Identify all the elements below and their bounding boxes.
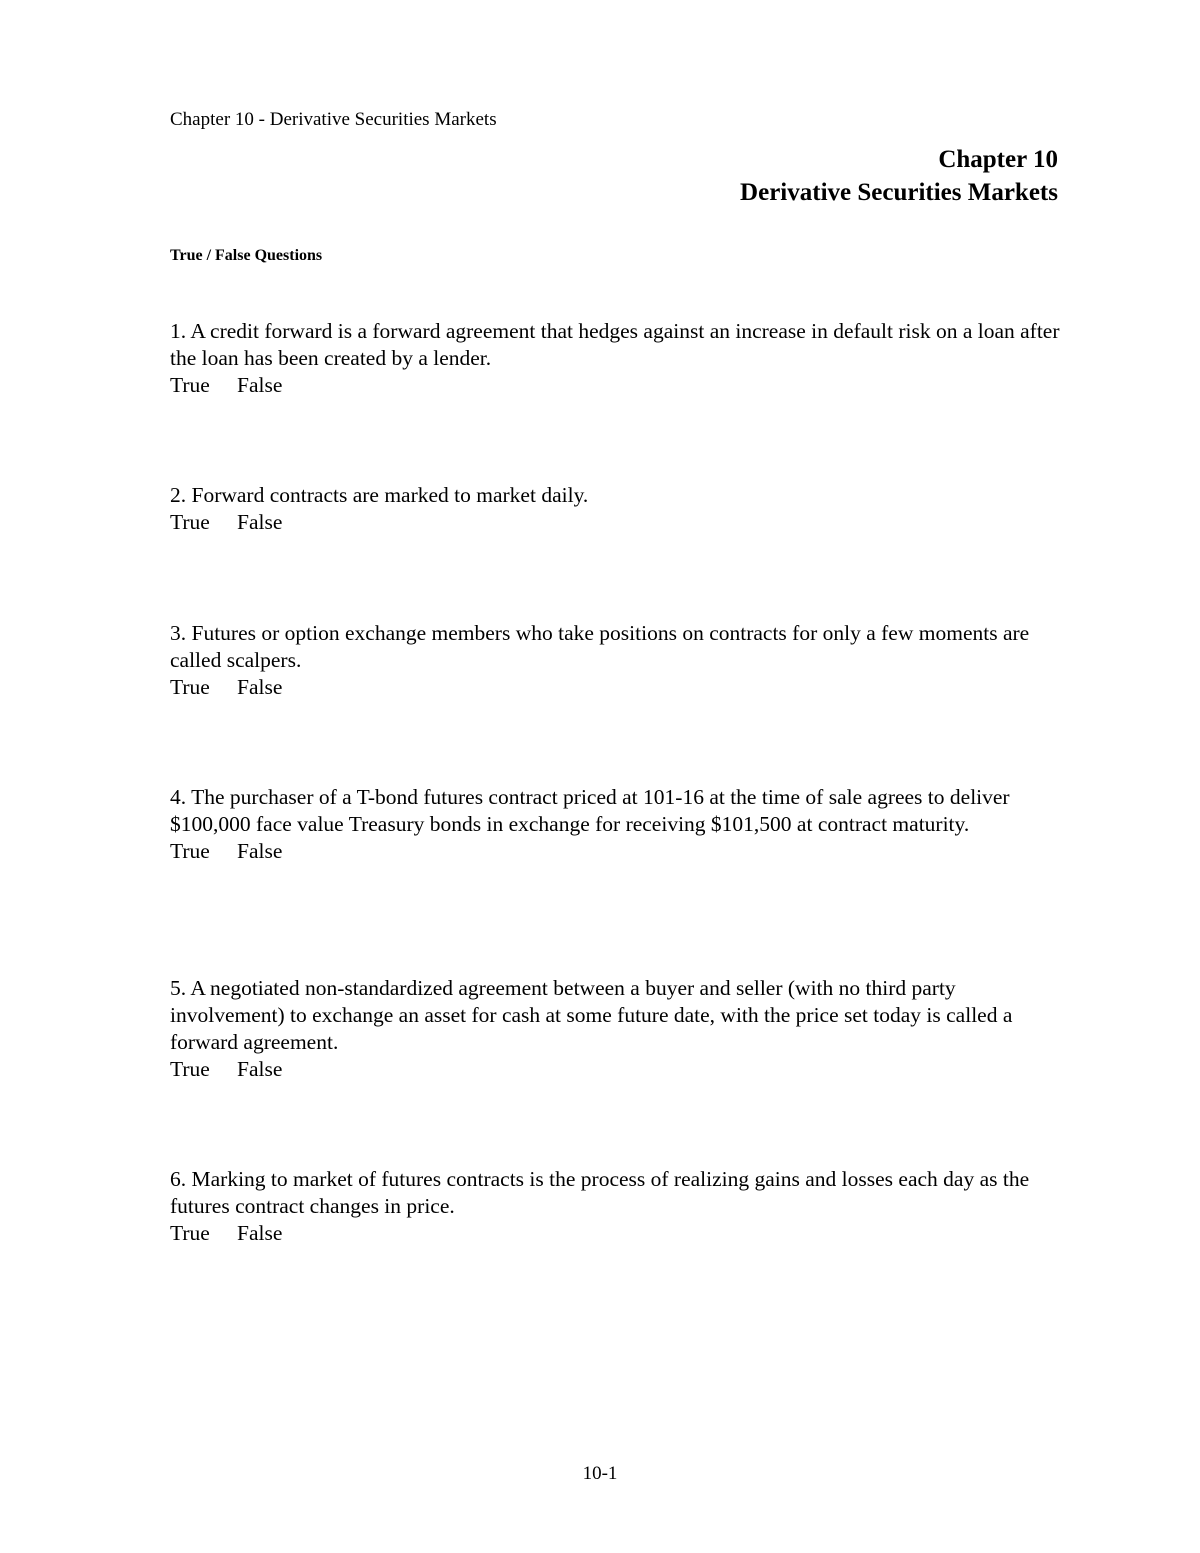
- answer-choices: [170, 838, 1060, 865]
- answer-choices: [170, 372, 1060, 399]
- false-option: False: [237, 1221, 283, 1245]
- chapter-subject: Derivative Securities Markets: [740, 179, 1058, 206]
- question-text: 1. A credit forward is a forward agreement that hedges against an increase in default risk on a loan after the loan has been created by a lender.: [170, 319, 1060, 370]
- true-option: True: [170, 1221, 210, 1245]
- answer-choices: [170, 1056, 1060, 1083]
- question-text: 4. The purchaser of a T-bond futures contract priced at 101-16 at the time of sale agrees to deliver $100,000 face value Treasury bonds in exchange for receiving $101,500 at contract maturity.: [170, 785, 1010, 836]
- title-block: [740, 143, 1058, 209]
- true-option: True: [170, 1057, 210, 1081]
- answer-choices: [170, 674, 1060, 701]
- false-option: False: [237, 510, 283, 534]
- false-option: False: [237, 373, 283, 397]
- question-text: 5. A negotiated non-standardized agreement between a buyer and seller (with no third party involvement) to exchange an asset for cash at some future date, with the price set today is called a forward agreement.: [170, 976, 1013, 1054]
- false-option: False: [237, 839, 283, 863]
- false-option: False: [237, 675, 283, 699]
- true-option: True: [170, 373, 210, 397]
- chapter-title: Chapter 10: [938, 146, 1058, 173]
- answer-choices: [170, 509, 1060, 536]
- true-option: True: [170, 839, 210, 863]
- question-6: [170, 1166, 1060, 1247]
- question-text: 6. Marking to market of futures contracts is the process of realizing gains and losses each day as the futures contract changes in price.: [170, 1167, 1030, 1218]
- question-2: [170, 482, 1060, 536]
- question-5: [170, 975, 1060, 1083]
- question-3: [170, 620, 1060, 701]
- question-text: 3. Futures or option exchange members who take positions on contracts for only a few moments are called scalpers.: [170, 621, 1030, 672]
- false-option: False: [237, 1057, 283, 1081]
- section-label: True / False Questions: [170, 247, 323, 264]
- true-option: True: [170, 510, 210, 534]
- question-4: [170, 784, 1060, 865]
- answer-choices: [170, 1220, 1060, 1247]
- question-text: 2. Forward contracts are marked to market daily.: [170, 483, 589, 507]
- running-header: Chapter 10 - Derivative Securities Markets: [170, 109, 497, 130]
- question-1: [170, 318, 1060, 399]
- page-number: 10-1: [582, 1463, 618, 1484]
- true-option: True: [170, 675, 210, 699]
